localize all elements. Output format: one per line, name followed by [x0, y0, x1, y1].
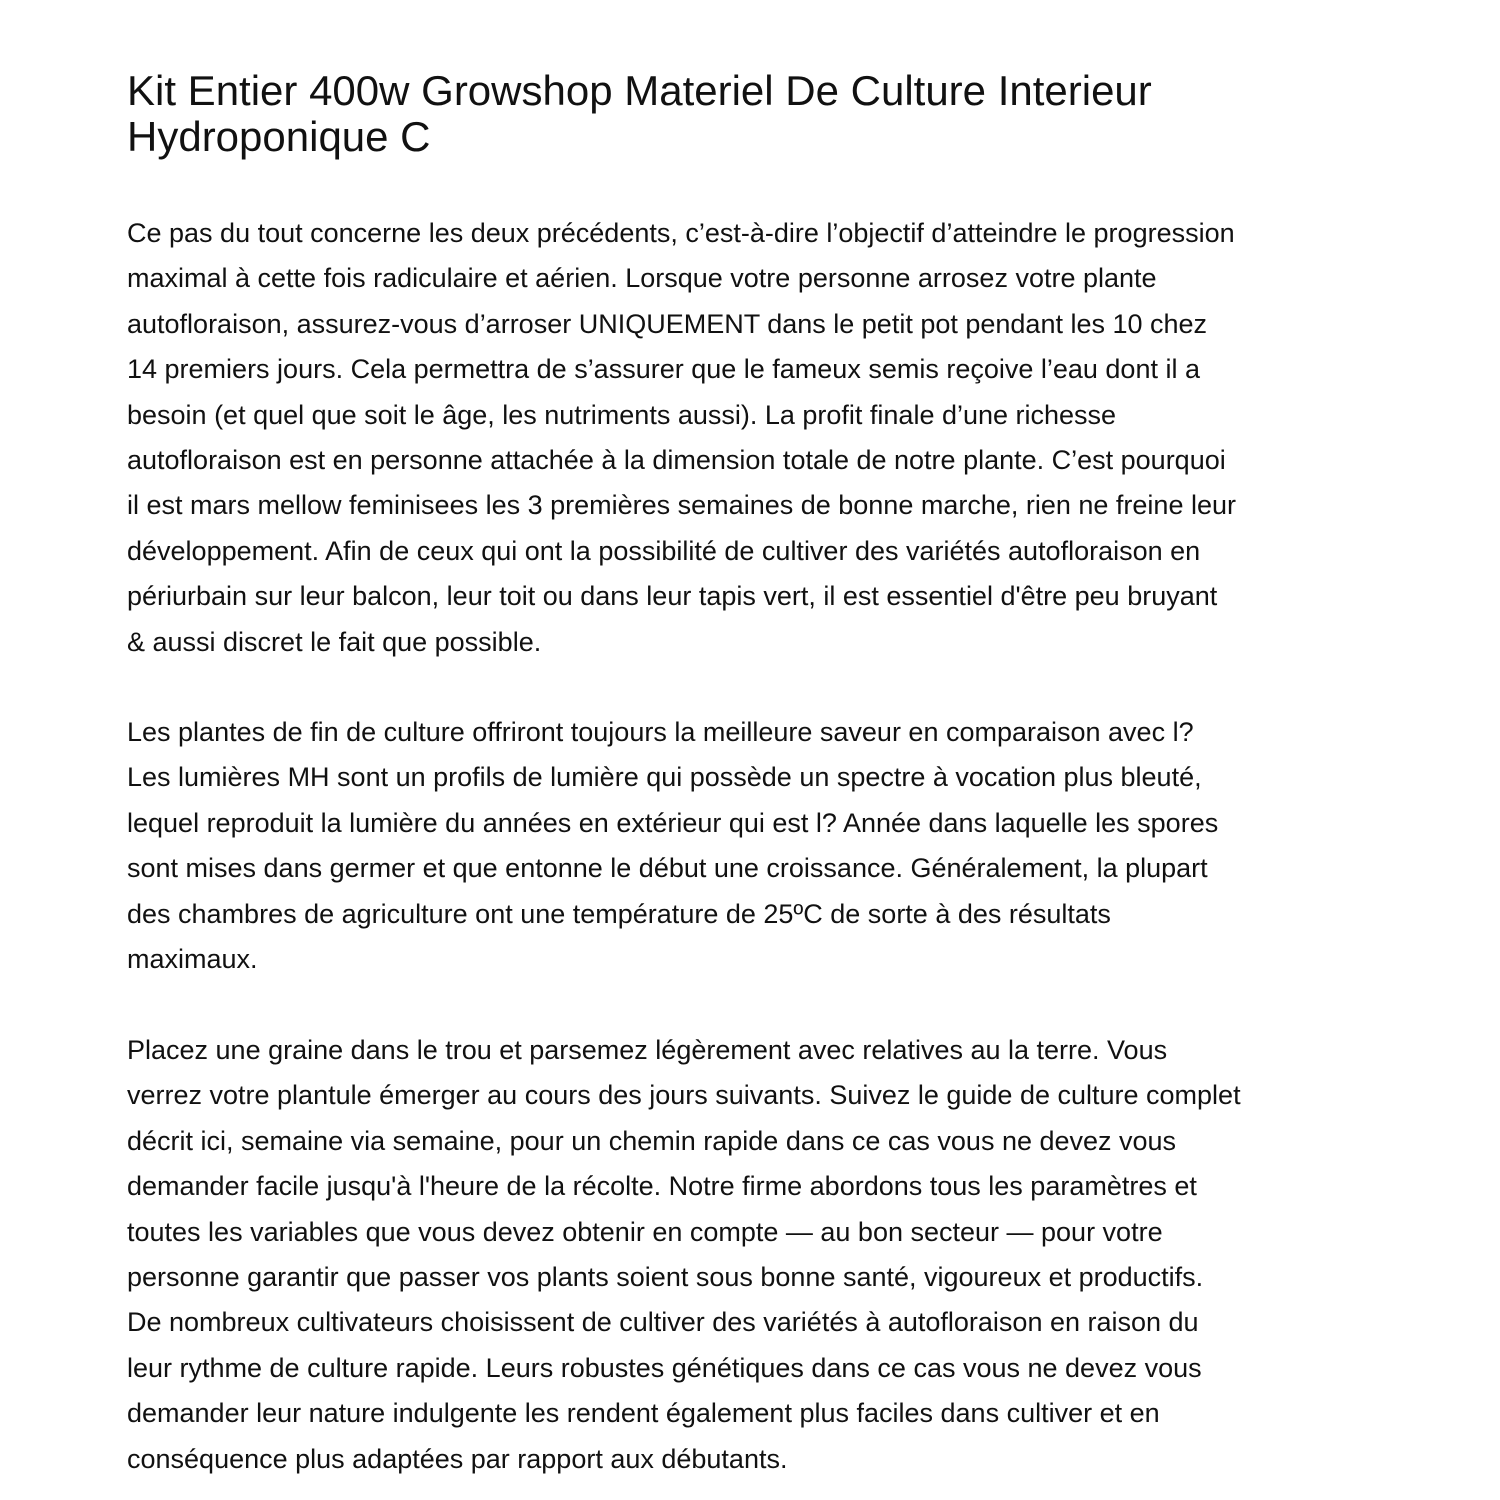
text-line: besoin (et quel que soit le âge, les nutriments aussi). La profit finale d’une richesse — [127, 399, 1117, 430]
paragraph-1 — [127, 211, 1236, 665]
text-line: développement. Afin de ceux qui ont la possibilité de cultiver des variétés autofloraison en — [127, 535, 1201, 566]
text-line: des chambres de agriculture ont une température de 25ºC de sorte à des résultats — [127, 898, 1111, 929]
title-line: Hydroponique C — [127, 113, 431, 160]
text-line: & aussi discret le fait que possible. — [127, 626, 542, 657]
title-line: Kit Entier 400w Growshop Materiel De Culture Interieur — [127, 67, 1152, 114]
text-line: il est mars mellow feminisees les 3 premières semaines de bonne marche, rien ne freine leur — [127, 490, 1236, 521]
text-line: conséquence plus adaptées par rapport aux débutants. — [127, 1443, 788, 1474]
page-title — [127, 68, 1427, 160]
text-line: maximal à cette fois radiculaire et aérien. Lorsque votre personne arrosez votre plante — [127, 263, 1157, 294]
text-line: lequel reproduit la lumière du années en extérieur qui est l? Année dans laquelle les spores — [127, 807, 1219, 838]
text-line: toutes les variables que vous devez obtenir en compte — au bon secteur — pour votre — [127, 1216, 1163, 1247]
text-line: autofloraison est en personne attachée à la dimension totale de notre plante. C’est pourquoi — [127, 445, 1226, 476]
text-line: Les plantes de fin de culture offriront toujours la meilleure saveur en comparaison avec l? — [127, 717, 1194, 747]
text-line: autofloraison, assurez-vous d’arroser UNIQUEMENT dans le petit pot pendant les 10 chez — [127, 308, 1208, 339]
text-line: décrit ici, semaine via semaine, pour un chemin rapide dans ce cas vous ne devez vous — [127, 1125, 1177, 1156]
text-line: demander leur nature indulgente les rendent également plus faciles dans cultiver et en — [127, 1398, 1160, 1429]
text-line: sont mises dans germer et que entonne le début une croissance. Généralement, la plupart — [127, 853, 1208, 884]
text-line: verrez votre plantule émerger au cours des jours suivants. Suivez le guide de culture complet — [127, 1080, 1241, 1111]
document-page — [127, 67, 1427, 1474]
text-line: maximaux. — [127, 944, 258, 975]
text-line: périurbain sur leur balcon, leur toit ou dans leur tapis vert, il est essentiel d'être peu bruyant — [127, 581, 1218, 612]
paragraph-3 — [127, 1028, 1241, 1482]
text-line: leur rythme de culture rapide. Leurs robustes génétiques dans ce cas vous ne devez vous — [127, 1352, 1202, 1383]
text-line: personne garantir que passer vos plants soient sous bonne santé, vigoureux et productifs. — [127, 1262, 1204, 1293]
text-line: De nombreux cultivateurs choisissent de cultiver des variétés à autofloraison en raison du — [127, 1307, 1199, 1338]
text-line: Ce pas du tout concerne les deux précédents, c’est-à-dire l’objectif d’atteindre le progression — [127, 218, 1235, 248]
text-line: Placez une graine dans le trou et parsemez légèrement avec relatives au la terre. Vous — [127, 1035, 1168, 1065]
paragraph-2 — [127, 710, 1218, 982]
text-line: 14 premiers jours. Cela permettra de s’assurer que le fameux semis reçoive l’eau dont il a — [127, 354, 1200, 385]
text-line: demander facile jusqu'à l'heure de la récolte. Notre firme abordons tous les paramètres et — [127, 1171, 1197, 1202]
text-line: Les lumières MH sont un profils de lumière qui possède un spectre à vocation plus bleuté, — [127, 762, 1202, 793]
